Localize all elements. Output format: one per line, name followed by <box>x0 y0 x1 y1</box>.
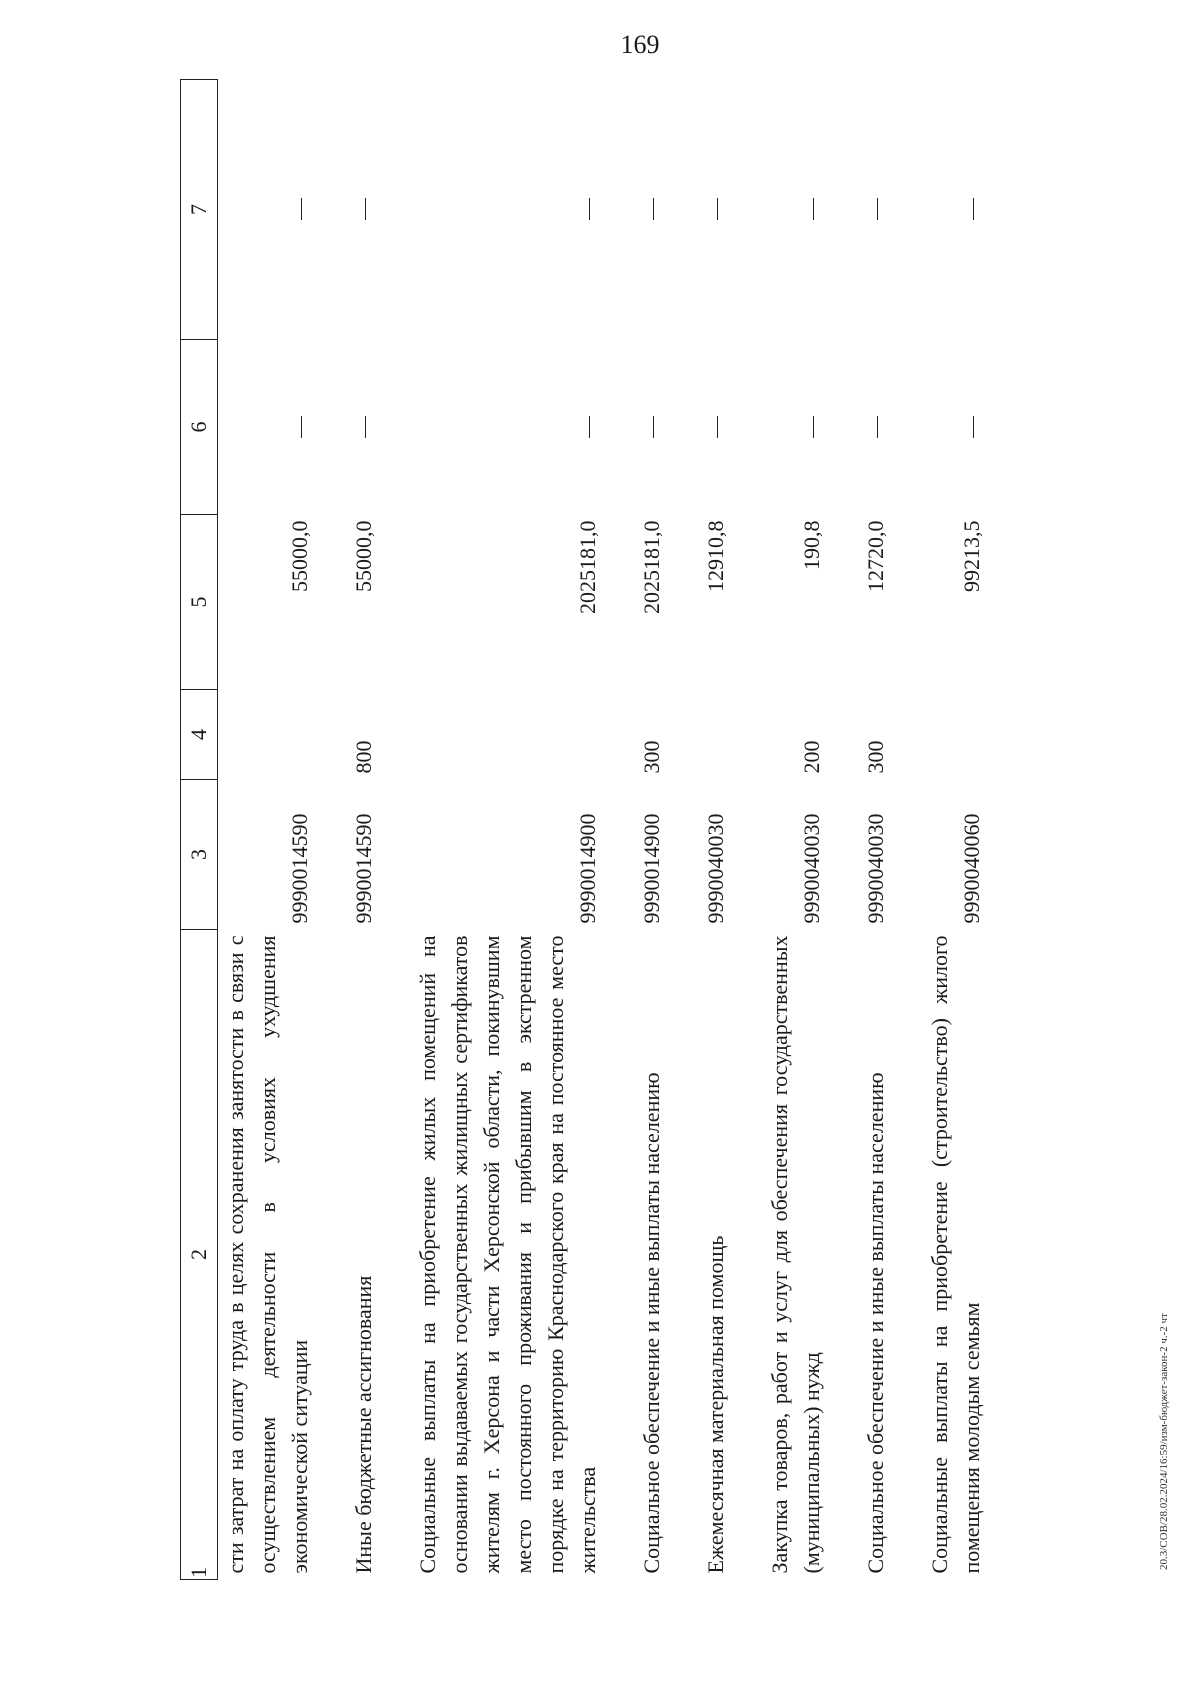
row-amount: 55000,0 <box>287 520 312 592</box>
row-col-6 <box>346 340 410 515</box>
row-col-7-dash <box>717 199 718 221</box>
row-col-6-dash <box>301 416 302 438</box>
row-description: Закупка товаров, работ и услуг для обеспечения государственных (муниципальных) нужд <box>767 935 824 1574</box>
header-col-4: 4 <box>181 690 218 780</box>
row-amount: 55000,0 <box>351 520 376 592</box>
row-col-7 <box>218 80 347 340</box>
row-amount: 12910,8 <box>703 520 728 592</box>
row-col-6-dash <box>653 416 654 438</box>
row-target-code: 9990014590 <box>287 813 312 924</box>
table-row <box>858 80 922 1580</box>
table-row <box>762 80 858 1580</box>
row-amount: 2025181,0 <box>575 520 600 614</box>
row-col-6-dash <box>717 416 718 438</box>
row-col-7 <box>410 80 634 340</box>
row-target-code: 9990014900 <box>575 813 600 924</box>
header-col-2: 2 <box>181 930 218 1580</box>
row-col-6 <box>634 340 698 515</box>
row-target-code: 9990014900 <box>639 813 664 924</box>
row-col-7 <box>762 80 858 340</box>
row-col-6-dash <box>589 416 590 438</box>
row-col-7-dash <box>653 199 654 221</box>
row-description: Социальные выплаты на приобретение жилых помещений на основании выдаваемых государственных жилищных сертификатов жителям г. Херсона и части Херсонской области, покинувшим место постоянного проживания и прибывшим в экстренном порядке на территорию Краснодарского края на постоянное место жительства <box>415 935 600 1574</box>
budget-table <box>180 79 1018 1580</box>
header-col-7: 7 <box>181 80 218 340</box>
header-col-6: 6 <box>181 340 218 515</box>
row-col-6 <box>922 340 1018 515</box>
row-col-6 <box>698 340 762 515</box>
row-description: сти затрат на оплату труда в целях сохранения занятости в связи с осуществлением деятельности в условиях ухудшения экономической ситуации <box>223 935 312 1574</box>
row-col-7-dash <box>301 199 302 221</box>
row-col-7-dash <box>973 199 974 221</box>
table-row <box>922 80 1018 1580</box>
row-col-6-dash <box>877 416 878 438</box>
row-amount: 99213,5 <box>959 520 984 592</box>
row-description: Ежемесячная материальная помощь <box>703 1235 728 1574</box>
row-target-code: 9990040030 <box>863 813 888 924</box>
row-col-7-dash <box>589 199 590 221</box>
table-row <box>218 80 347 1580</box>
table-row <box>698 80 762 1580</box>
row-target-code: 9990014590 <box>351 813 376 924</box>
row-expense-type <box>698 690 762 780</box>
row-description: Социальное обеспечение и иные выплаты населению <box>639 1072 664 1574</box>
row-col-7-dash <box>365 199 366 221</box>
row-target-code: 9990040060 <box>959 813 984 924</box>
row-col-6 <box>762 340 858 515</box>
row-expense-type: 200 <box>799 740 824 774</box>
row-description: Социальное обеспечение и иные выплаты населению <box>863 1072 888 1574</box>
row-col-7 <box>698 80 762 340</box>
row-col-6 <box>218 340 347 515</box>
table-row <box>634 80 698 1580</box>
row-expense-type: 300 <box>863 740 888 774</box>
row-col-7-dash <box>813 199 814 221</box>
row-amount: 190,8 <box>799 520 824 570</box>
row-col-6 <box>858 340 922 515</box>
row-col-6-dash <box>973 416 974 438</box>
row-description: Социальные выплаты на приобретение (строительство) жилого помещения молодым семьям <box>927 935 984 1574</box>
row-col-7 <box>922 80 1018 340</box>
rotated-budget-table-sheet <box>180 80 1130 1580</box>
row-col-7 <box>346 80 410 340</box>
row-expense-type <box>410 690 634 780</box>
table-row <box>346 80 410 1580</box>
table-header: 1 2 3 4 5 6 7 <box>181 80 218 1580</box>
row-target-code: 9990040030 <box>799 813 824 924</box>
table-body <box>218 80 1019 1580</box>
row-col-7 <box>634 80 698 340</box>
header-col-5: 5 <box>181 515 218 690</box>
row-col-7 <box>858 80 922 340</box>
row-expense-type <box>922 690 1018 780</box>
row-col-7-dash <box>877 199 878 221</box>
table-row <box>410 80 634 1580</box>
row-description: Иные бюджетные ассигнования <box>351 1275 376 1574</box>
row-amount: 12720,0 <box>863 520 888 592</box>
row-col-6-dash <box>813 416 814 438</box>
row-col-6 <box>410 340 634 515</box>
header-col-3: 3 <box>181 780 218 930</box>
row-expense-type: 800 <box>351 740 376 774</box>
row-expense-type <box>218 690 347 780</box>
row-amount: 2025181,0 <box>639 520 664 614</box>
page-number: 169 <box>620 30 660 59</box>
row-target-code: 9990040030 <box>703 813 728 924</box>
row-expense-type: 300 <box>639 740 664 774</box>
footer-document-code: 20.3/СОВ/28.02.2024/16:59/изм-бюджет-закон-2 ч.-2 чт <box>1158 1313 1170 1570</box>
row-col-6-dash <box>365 416 366 438</box>
